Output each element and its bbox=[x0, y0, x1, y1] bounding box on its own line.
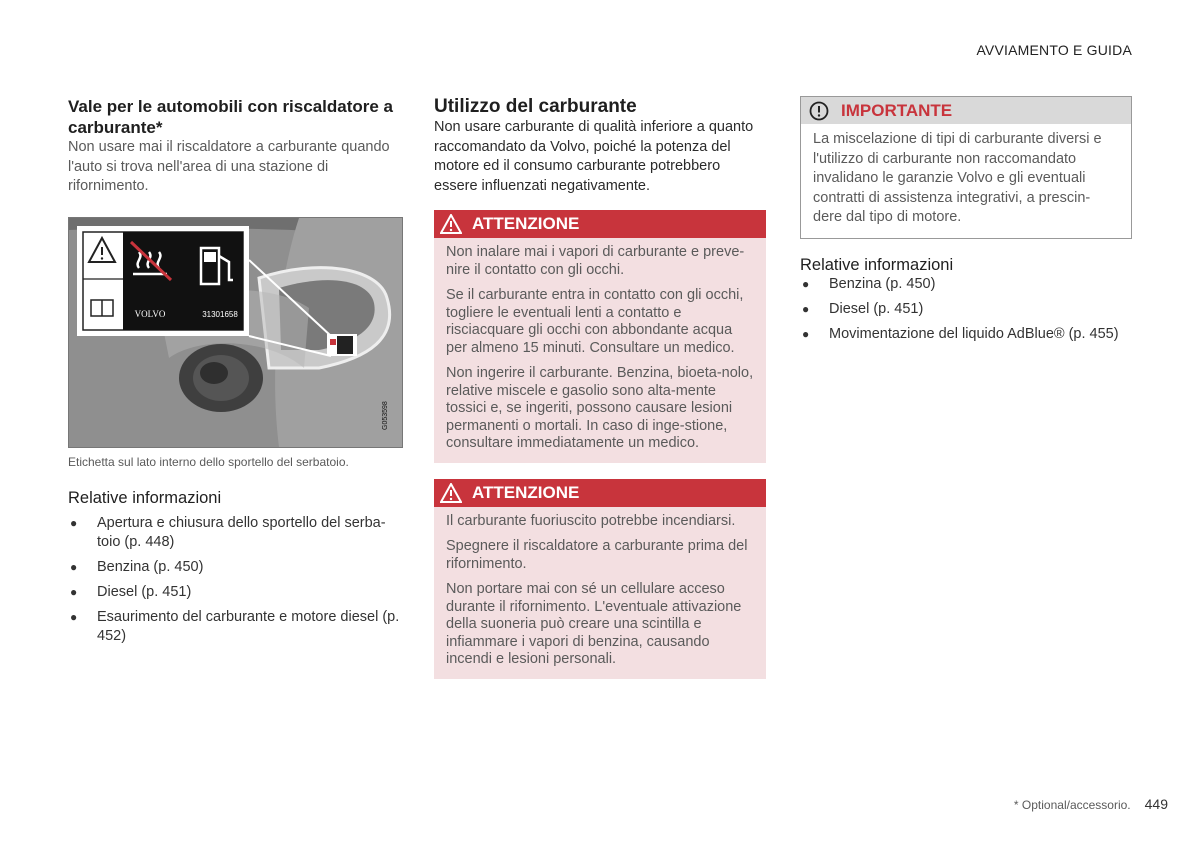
warning-header bbox=[434, 210, 766, 238]
warning-box-2 bbox=[434, 479, 766, 679]
important-header bbox=[801, 97, 1131, 124]
bullet-icon: ● bbox=[802, 326, 810, 341]
label-brand-text: VOLVO bbox=[134, 308, 166, 319]
warning-title: ATTENZIONE bbox=[472, 214, 580, 233]
page-footer bbox=[1014, 796, 1168, 812]
warning-paragraph: Il carburante fuoriuscito potrebbe incendiarsi. bbox=[446, 512, 736, 529]
warning-triangle-icon bbox=[440, 214, 462, 234]
column-right bbox=[800, 96, 1132, 344]
heading-fuel-usage: Utilizzo del carburante bbox=[434, 96, 637, 117]
related-list-left bbox=[68, 514, 404, 646]
exclamation-circle-icon bbox=[809, 101, 829, 121]
list-item[interactable]: ● Esaurimento del carburante e motore diesel (p. 452) bbox=[70, 608, 400, 644]
list-item[interactable]: ● Diesel (p. 451) bbox=[70, 583, 192, 600]
warning-paragraph: Se il carburante entra in contatto con gli occhi, togliere le eventuali lenti a contatto e risciacquare gli occhi con abbondante acqua per almeno 15 minuti. Consultare un medico. bbox=[446, 287, 744, 356]
important-box bbox=[800, 96, 1132, 239]
bullet-icon: ● bbox=[70, 515, 78, 530]
warning-paragraph: Non ingerire il carburante. Benzina, bioeta-nolo, relative miscele e gasolio sono alta-mente tossici e, se ingeriti, possono causare lesioni permanenti o mortali. In caso di inge-stione, consultare immediatamente un medico. bbox=[446, 365, 754, 451]
list-item[interactable]: ● Movimentazione del liquido AdBlue® (p. 455) bbox=[802, 325, 1119, 342]
list-item[interactable]: ● Benzina (p. 450) bbox=[70, 558, 204, 575]
fuel-usage-text: Non usare carburante di qualità inferiore a quanto raccomandato da Volvo, poiché la potenza del motore ed il consumo carburante potrebbero essere influenzati negativamente. bbox=[434, 119, 754, 194]
warning-box-1 bbox=[434, 210, 766, 463]
warning-paragraph: Spegnere il riscaldatore a carburante prima del rifornimento. bbox=[446, 538, 748, 572]
optional-note: * Optional/accessorio. bbox=[1013, 798, 1131, 812]
section-header: AVVIAMENTO E GUIDA bbox=[976, 42, 1132, 58]
image-code-text: G053598 bbox=[382, 400, 389, 430]
column-middle bbox=[434, 96, 766, 679]
related-info-title: Relative informazioni bbox=[800, 255, 954, 274]
figure-caption: Etichetta sul lato interno dello sportello del serbatoio. bbox=[68, 454, 349, 469]
bullet-icon: ● bbox=[70, 559, 78, 574]
important-text: La miscelazione di tipi di carburante diversi e l'utilizzo di carburante non raccomandato invalidano le garanzie Volvo e gli eventuali contratti di assistenza integrativi, a prescin-dere dal tipo di motore. bbox=[813, 131, 1102, 225]
warning-header bbox=[434, 479, 766, 507]
page-number: 449 bbox=[1144, 796, 1168, 812]
important-title: IMPORTANTE bbox=[841, 100, 953, 120]
list-item[interactable]: ● Benzina (p. 450) bbox=[802, 275, 936, 292]
heading-fuel-heater: Vale per le automobili con riscaldatore a carburante* bbox=[68, 97, 394, 137]
column-left bbox=[68, 96, 404, 646]
label-code-text: 31301658 bbox=[202, 309, 238, 319]
fuel-heater-text: Non usare mai il riscaldatore a carburante quando l'auto si trova nell'area di una stazione di rifornimento. bbox=[68, 139, 390, 194]
list-item[interactable]: ● Apertura e chiusura dello sportello del serba-toio (p. 448) bbox=[70, 514, 386, 550]
list-item[interactable]: ● Diesel (p. 451) bbox=[802, 300, 924, 317]
bullet-icon: ● bbox=[70, 584, 78, 599]
warning-paragraph: Non inalare mai i vapori di carburante e preve-nire il contatto con gli occhi. bbox=[446, 244, 745, 278]
related-list-right bbox=[800, 275, 1132, 344]
warning-triangle-icon bbox=[440, 483, 462, 503]
warning-paragraph: Non portare mai con sé un cellulare acceso durante il rifornimento. L'eventuale attivazione della suoneria può creare una scintilla e infiammare i vapori di benzina, causando incendi e lesioni personali. bbox=[446, 581, 742, 667]
bullet-icon: ● bbox=[70, 609, 78, 624]
bullet-icon: ● bbox=[802, 276, 810, 291]
bullet-icon: ● bbox=[802, 301, 810, 316]
related-info-title: Relative informazioni bbox=[68, 488, 222, 507]
warning-title: ATTENZIONE bbox=[472, 482, 580, 502]
fuel-door-label-figure bbox=[68, 217, 403, 448]
